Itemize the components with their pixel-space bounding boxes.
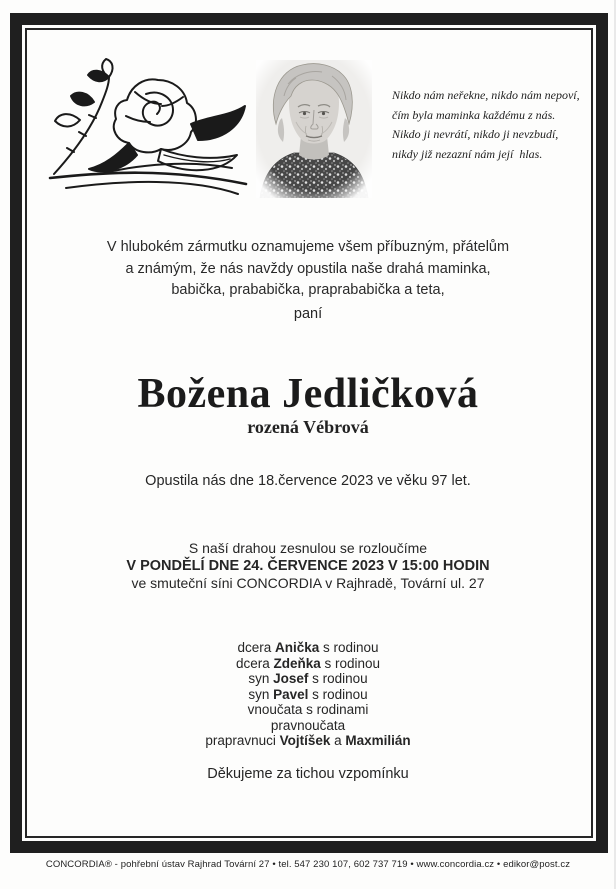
family-line (0, 733, 616, 749)
family-line (0, 702, 616, 718)
announcement-line: V hlubokém zármutku oznamujeme všem příbuzným, přátelům (106, 239, 510, 255)
family-name: Pavel (273, 686, 309, 702)
family-name: Josef (273, 671, 309, 686)
family-relation: dcera (235, 655, 274, 671)
family-line (0, 718, 616, 734)
funeral-venue: ve smuteční síni CONCORDIA v Rajhradě, Tovární ul. 27 (131, 575, 485, 591)
family-suffix: s rodinou (319, 640, 379, 655)
portrait-photo (256, 60, 372, 198)
maiden-name: rozená Vébrová (247, 417, 369, 437)
family-mid: a (330, 733, 346, 748)
announcement-line: babička, prababička, praprababička a teta, (171, 282, 445, 298)
family-suffix: s rodinou (320, 655, 381, 671)
funeral-info (0, 540, 616, 593)
poem-line: čím byla maminka každému z nás. (392, 107, 556, 122)
deceased-name: Božena Jedličková (137, 371, 479, 417)
poem-line: Nikdo ji nevrátí, nikdo ji nevzbudí, (392, 127, 559, 141)
family-name: Vojtíšek (279, 733, 331, 748)
family-relation: dcera (237, 640, 275, 655)
family-line (0, 656, 616, 672)
funeral-home-footer: CONCORDIA® - pohřební ústav Rajhrad Tovární 27 • tel. 547 230 107, 602 737 719 • www.concordia.cz • edikor@post.cz (45, 859, 571, 870)
family-relation: vnoučata s rodinami (247, 702, 369, 717)
family-line (0, 671, 616, 687)
funeral-datetime: V PONDĚLÍ DNE 24. ČERVENCE 2023 V 15:00 HODIN (126, 557, 490, 574)
family-relation: pravnoučata (270, 717, 346, 733)
family-list (0, 640, 616, 749)
closing-thanks: Děkujeme za tichou vzpomínku (207, 766, 409, 782)
family-name: Maxmilián (345, 733, 411, 748)
poem-line: nikdy již nezazní nám její hlas. (392, 146, 543, 161)
rose-illustration (40, 56, 262, 208)
passing-date-line: Opustila nás dne 18.července 2023 ve věku 97 let. (145, 473, 471, 489)
salutation: paní (293, 306, 323, 322)
poem-line: Nikdo nám neřekne, nikdo nám nepoví, (392, 88, 580, 102)
family-suffix: s rodinou (308, 671, 368, 686)
family-name: Zdeňka (273, 655, 321, 671)
family-name: Anička (274, 640, 320, 655)
family-line (0, 640, 616, 656)
memorial-poem (392, 86, 580, 164)
family-suffix: s rodinou (308, 686, 368, 702)
family-line (0, 687, 616, 703)
family-relation: syn (248, 671, 274, 686)
announcement-line: a známým, že nás navždy opustila naše drahá maminka, (125, 260, 491, 277)
family-relation: prapravnuci (205, 733, 280, 748)
family-relation: syn (248, 686, 274, 702)
announcement-text (0, 237, 616, 302)
funeral-intro: S naší drahou zesnulou se rozloučíme (188, 540, 428, 556)
